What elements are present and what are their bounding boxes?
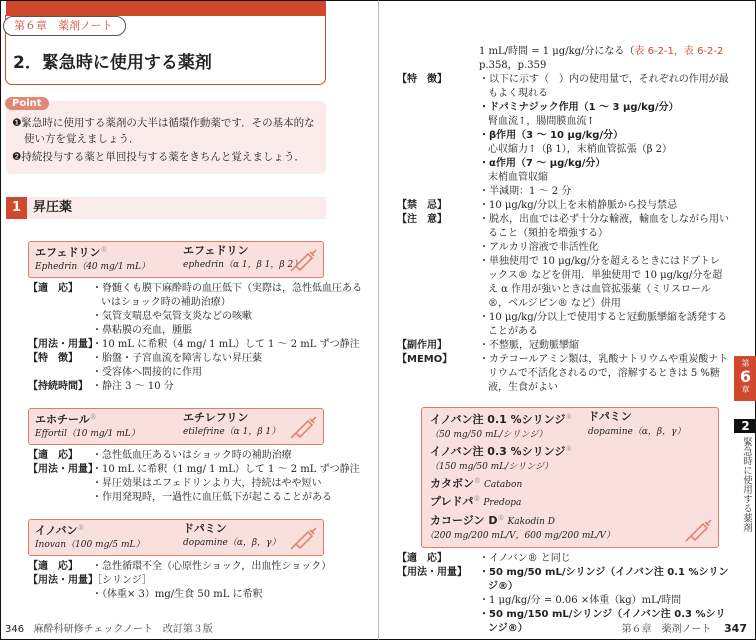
row-label: 【用法・用量】	[397, 566, 467, 578]
footer-chapter: 第６章 薬剤ノート	[621, 624, 712, 635]
generic-name: ドパミン	[588, 410, 632, 423]
effect-heading: ・β作用（3 ～ 10 μg/kg/分）	[479, 130, 624, 141]
row-item: ・脱水，出血では必ず十分な輸液，輸血をしながら用いること（頻拍を増強する）	[479, 214, 729, 239]
drug-box: エフェドリン® Ephedrin（40 mg/1 mL） エフェドリン ephedrin（α 1，β 1，β 2）	[28, 241, 324, 278]
row-item: ・10 mL に希釈（4 mg/ 1 mL）して 1 ～ 2 mL ずつ静注	[92, 339, 360, 351]
row-item: ・10 mL に希釈（1 mg/ 1 mL）して 1 ～ 2 mL ずつ静注	[92, 464, 360, 476]
info-row	[28, 574, 370, 602]
row-item: ・アルカリ溶液で非活性化	[479, 242, 599, 253]
section-tab[interactable]: 2	[734, 419, 756, 433]
syringe-icon	[289, 527, 317, 551]
drug-name: イノバン注 0.1 %シリンジ	[430, 413, 566, 427]
row-item: ・作用発現時，一過性に血圧低下が起こることがある	[92, 492, 332, 504]
syringe-icon	[289, 416, 317, 440]
book-title: 麻酔科研修チェックノート 改訂第３版	[33, 624, 213, 635]
row-item: ・50 mg/50 mL/シリンジ（イノバン注 0.1 %シリンジ®）	[479, 566, 729, 592]
row-item: ・10 μg/kg/分以上で使用すると冠動脈攣縮を誘発することがある	[479, 312, 728, 337]
row-item: ・受容体へ間接的に作用	[92, 367, 202, 379]
info-row	[28, 352, 370, 380]
effect-description: 末梢血管収縮	[488, 172, 548, 183]
drug-name: プレドパ	[430, 495, 474, 509]
effect-heading: ・α作用（7 ～ μg/kg/分）	[479, 158, 606, 169]
generic-name-en: dopamine（α，β，γ）	[183, 538, 281, 549]
row-item: ・不整脈，冠動脈攣縮	[479, 340, 579, 351]
section-heading	[6, 197, 326, 219]
chapter-label: 第６章 薬剤ノート	[3, 16, 126, 36]
generic-name: ドパミン	[183, 522, 227, 536]
brand-name-en: Effortil（10 mg/1 mL）	[35, 429, 140, 440]
row-item: ・以下に示す（ ）内の使用量で，それぞれの作用が最もよく現れる	[479, 74, 729, 99]
row-label: 【適 応】	[28, 450, 78, 462]
brand-name-en: Inovan（100 mg/5 mL）	[35, 540, 145, 551]
chapter-tab[interactable]: 第 6 章	[734, 356, 756, 401]
footer	[622, 620, 747, 635]
row-item: ・カテコールアミン類は，乳酸ナトリウムや重炭酸ナトリウムで不活化されるので，溶解するときは 5 %糖液，生食がよい	[479, 354, 729, 393]
row-item: ・静注 3 ～ 10 分	[92, 381, 174, 393]
row-label: 【適 応】	[397, 552, 447, 564]
row-item: ・気管支喘息や気管支炎などの咳嗽	[92, 311, 252, 323]
generic-name: エチレフリン	[183, 411, 249, 425]
row-label: 【用法・用量】	[28, 464, 98, 476]
info-row	[397, 199, 729, 213]
generic-name: エフェドリン	[183, 244, 249, 257]
row-label: 【注 意】	[397, 214, 447, 225]
dopamine-continued	[397, 45, 729, 395]
row-item: ・急性循環不全（心原性ショック，出血性ショック）	[92, 561, 332, 573]
brand-name: エホチール	[35, 413, 90, 427]
point-box	[6, 101, 326, 174]
brand-name: エフェドリン	[35, 246, 101, 260]
section-number: 1	[6, 197, 27, 219]
generic-name-en: etilefrine（α 1，β 1）	[183, 427, 281, 438]
syringe-icon	[289, 249, 317, 273]
drug-details	[28, 560, 370, 602]
drug-strength: （200 mg/200 mL/V，600 mg/200 mL/V）	[425, 530, 615, 541]
row-item: ・鼻粘膜の充血，腫脹	[92, 325, 192, 337]
info-row	[397, 213, 729, 339]
point-tag: Point	[5, 97, 49, 110]
info-row	[397, 353, 729, 395]
effect-description: 腎血流↑，腸間膜血流↑	[488, 116, 595, 127]
continued-text: 1 mL/時間 = 1 μg/kg/分になる（	[479, 46, 635, 57]
drug-name: イノバン注 0.3 %シリンジ	[430, 445, 566, 459]
drug-strength: （50 mg/50 mL/シリンジ）	[430, 430, 548, 441]
row-item: ・50 mg/150 mL/シリンジ（イノバン注 0.3 %シリンジ®）	[479, 608, 726, 634]
point-1: ❶緊急時に使用する薬剤の大半は循環作動薬です．その基本的な使い方を覚えましょう．	[12, 117, 315, 145]
row-item: ・10 μg/kg/分以上を末梢静脈から投与禁忌	[479, 200, 678, 211]
page-number: 346	[5, 624, 25, 635]
page-title: 2．緊急時に使用する薬剤	[13, 53, 212, 73]
effect-heading: ・ドパミナジック作用（1 ～ 3 μg/kg/分）	[479, 102, 679, 113]
row-item: ・急性低血圧あるいはショック時の補助治療	[92, 450, 292, 462]
row-label: 【適 応】	[28, 283, 78, 295]
row-label: 【特 徴】	[28, 353, 78, 365]
feature-label: 【特 徴】	[397, 74, 447, 85]
syringe-icon	[684, 519, 712, 543]
page-number: 347	[724, 622, 747, 635]
row-label: 【副作用】	[397, 340, 447, 351]
brand-name-en: Ephedrin（40 mg/1 mL）	[35, 262, 150, 273]
brand-name: イノバン	[35, 524, 78, 538]
drug-box-inovan-syringe: イノバン注 0.1 %シリンジ® （50 mg/50 mL/シリンジ） ドパミン dopamine（α，β，γ） イノバン注 0.3 %シリンジ® （150 mg/50 mL/シリンジ） カタボン® Catabon プレドパ® Predopa カコージン D® Kakodin D （200 mg/200 mL/V，600 mg/200 mL/V）	[421, 407, 719, 548]
row-label: 【用法・用量】	[28, 339, 98, 351]
drug-details	[28, 449, 370, 505]
drug-name: カタボン	[430, 477, 474, 491]
info-row	[28, 463, 370, 505]
row-item: ・1 μg/kg/分 = 0.06 ×体重（kg）mL/時間	[479, 594, 682, 606]
info-row	[28, 449, 370, 463]
row-item: ［シリンジ］	[92, 575, 152, 587]
row-item: ・イノバン® と同じ	[479, 552, 571, 564]
generic-name-en: ephedrin（α 1，β 1，β 2）	[183, 260, 303, 270]
drug-details	[28, 282, 370, 394]
info-row	[397, 339, 729, 353]
row-label: 【用法・用量】	[28, 575, 98, 587]
footer	[5, 620, 213, 635]
right-page	[378, 0, 756, 640]
table-reference-link[interactable]: 表 6-2-1，表 6-2-2	[634, 46, 724, 57]
row-item: ・昇圧効果はエフェドリンより大，持続はやや短い	[92, 478, 322, 490]
info-row	[397, 552, 729, 566]
section-tab-title: 緊急時に使用する薬剤	[741, 437, 752, 532]
row-item: ・単独使用で 10 μg/kg/分を超えるときにはドブトレックス® などを併用．単独使用で 10 μg/kg/分を超え α 作用が強いときは血管拡張薬（ミリスロール®，ペルジピン® など）併用	[479, 256, 723, 309]
drug-box: イノバン® Inovan（100 mg/5 mL） ドパミン dopamine（α，β，γ）	[28, 519, 324, 556]
row-label: 【MEMO】	[397, 354, 453, 365]
drug-name: カコージン D	[430, 513, 498, 527]
row-label: 【適 応】	[28, 561, 78, 573]
point-2: ❷持続投与する薬と単回投与する薬をきちんと覚えましょう．	[12, 151, 305, 163]
info-row	[28, 380, 370, 394]
info-row	[28, 282, 370, 338]
row-item: ・胎盤・子宮血流を障害しない昇圧薬	[92, 353, 262, 365]
drug-list	[28, 241, 370, 602]
drug-box: エホチール® Effortil（10 mg/1 mL） エチレフリン etilefrine（α 1，β 1）	[28, 408, 324, 445]
generic-name-en: dopamine（α，β，γ）	[588, 427, 686, 437]
info-row	[28, 560, 370, 574]
row-item: ・半減期：1 ～ 2 分	[479, 186, 572, 197]
row-label: 【持続時間】	[28, 381, 88, 393]
section-title: 昇圧薬	[33, 200, 73, 215]
right-column	[397, 45, 729, 636]
row-item: ・脊髄くも膜下麻酔時の血圧低下（実際は，急性低血圧あるいはショック時の補助治療）	[92, 283, 362, 309]
effect-description: 心収縮力↑（β 1），末梢血管拡張（β 2）	[488, 144, 673, 155]
row-item: ・（体重× 3）mg/生食 50 mL に希釈	[92, 589, 263, 601]
info-row	[28, 338, 370, 352]
row-label: 【禁 忌】	[397, 200, 447, 211]
page-reference: p.358，p.359	[479, 60, 547, 71]
drug-strength: （150 mg/50 mL/シリンジ）	[430, 462, 553, 473]
